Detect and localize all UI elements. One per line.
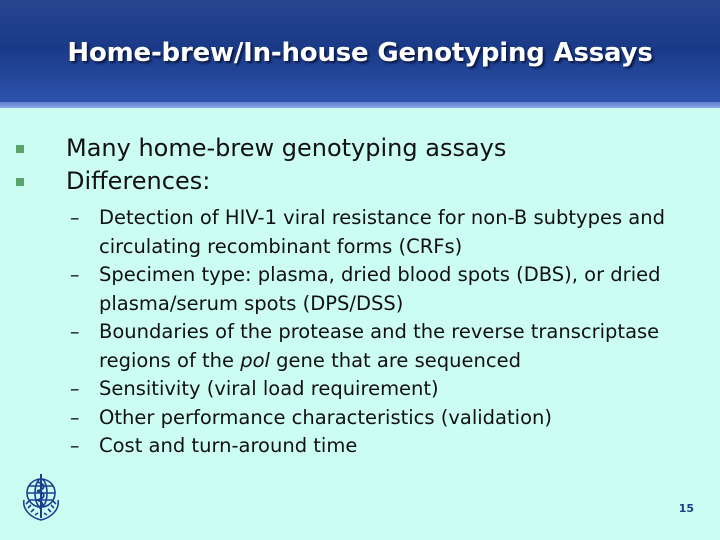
sub-bullet-item [70,204,699,261]
page-number: 15 [678,502,694,515]
dash-marker: – [70,406,80,429]
sub-bullet-item [70,404,699,433]
sub-bullet-item [70,432,699,461]
who-emblem-icon [18,470,64,524]
gene-name: pol [240,348,270,372]
sub-bullet-text-end: gene that are sequenced [269,348,521,372]
bullet-text: Differences: [66,167,211,195]
sub-bullet-text [99,320,659,372]
dash-marker: – [70,321,80,343]
sub-bullet-text: Other performance characteristics (validation) [99,405,552,429]
bullet-marker [16,178,24,186]
bullet-item [66,165,210,197]
sub-bullet-text-start: Boundaries of the protease and the reverse transcriptase regions of the [99,320,660,372]
sub-bullet-text: Sensitivity (viral load requirement) [99,377,439,400]
title-bar [0,0,720,108]
dash-marker: – [70,264,80,286]
slide-title: Home-brew/In-house Genotyping Assays [67,38,653,68]
bullet-marker [16,145,24,153]
sub-bullet-text: Specimen type: plasma, dried blood spots (DBS), or dried plasma/serum spots (DPS/DSS) [99,263,661,315]
title-underline [0,102,720,108]
sub-bullet-list [70,204,699,461]
dash-marker: – [70,207,80,229]
dash-marker: – [70,378,80,400]
bullet-item [66,132,506,164]
sub-bullet-text: Cost and turn-around time [99,434,358,457]
sub-bullet-text: Detection of HIV-1 viral resistance for non-B subtypes and circulating recombinant forms (CRFs) [99,206,665,258]
sub-bullet-item [70,318,699,375]
sub-bullet-item [70,375,699,404]
sub-bullet-item [70,261,699,318]
dash-marker: – [70,435,80,457]
bullet-text: Many home-brew genotyping assays [66,134,507,162]
